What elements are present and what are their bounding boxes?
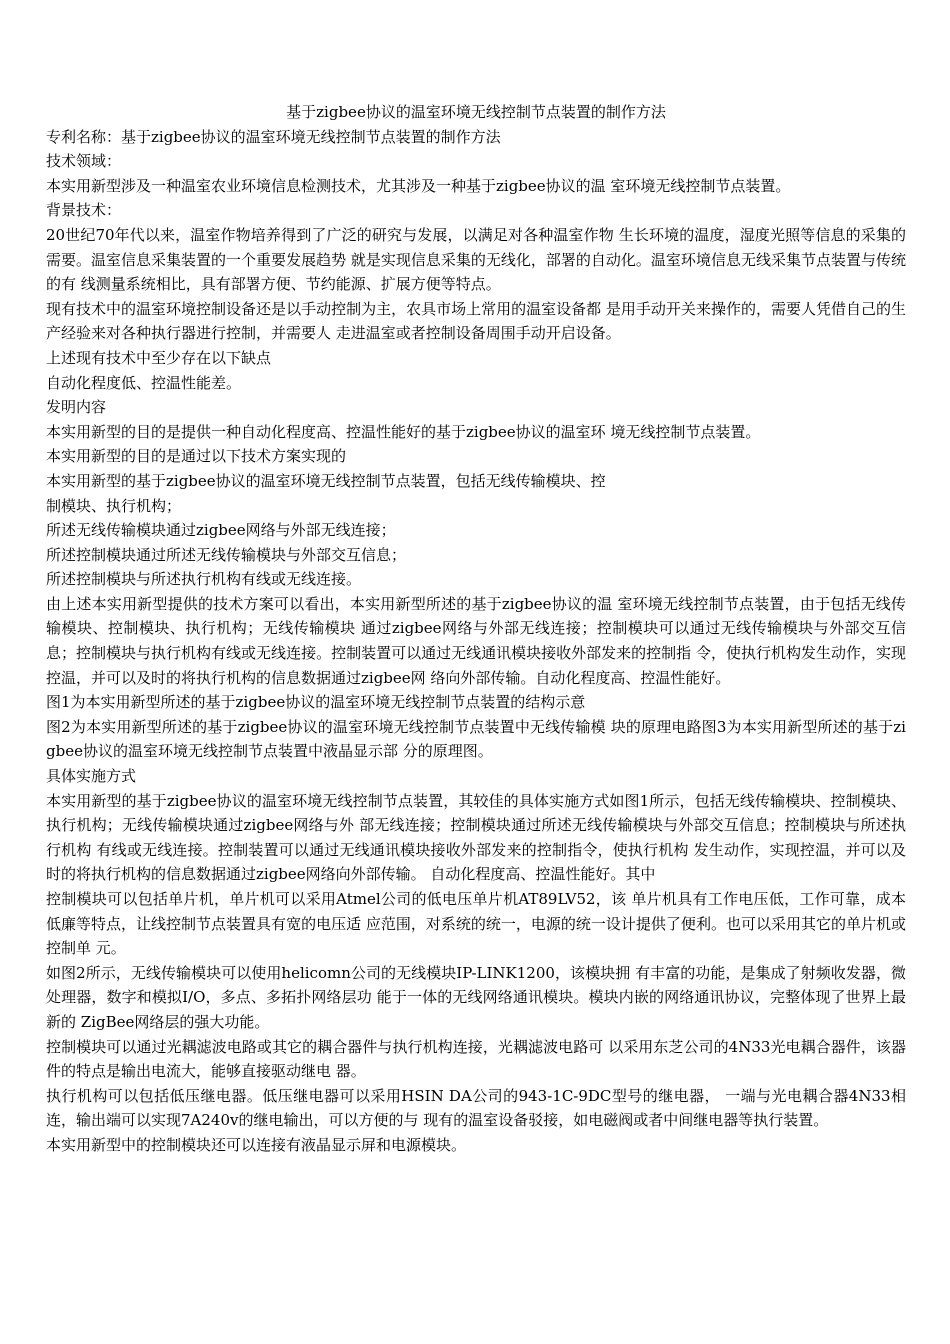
section-heading-technical-field: 技术领域： (46, 152, 122, 171)
invention-paragraph-3: 本实用新型的基于zigbee协议的温室环境无线控制节点装置，包括无线传输模块、控 (46, 471, 606, 490)
background-paragraph-4: 自动化程度低、控温性能差。 (46, 373, 242, 392)
embodiment-paragraph-2: 控制模块可以包括单片机，单片机可以采用Atmel公司的低电压单片机AT89LV52，该 单片机具有工作电压低，工作可靠，成本低廉等特点，让线控制节点装置具有宽的电压适 应范围，对系统的统一，电源的统一设计提供了便利。也可以采用其它的单片机或控制单 元。 (46, 890, 906, 958)
document-title: 基于zigbee协议的温室环境无线控制节点装置的制作方法 (286, 103, 666, 121)
embodiment-paragraph-5: 执行机构可以包括低压继电器。低压继电器可以采用HSIN DA公司的943-1C-9DC型号的继电器， 一端与光电耦合器4N33相连，输出端可以实现7A240v的继电输出，可以方便的与 现有的温室设备驳接，如电磁阀或者中间继电器等执行装置。 (46, 1086, 906, 1130)
section-heading-embodiment: 具体实施方式 (46, 767, 137, 786)
embodiment-paragraph-3: 如图2所示，无线传输模块可以使用helicomn公司的无线模块IP-LINK1200，该模块拥 有丰富的功能，是集成了射频收发器，微处理器，数字和模拟I/O，多点、多拓扑网络层功 能于一体的无线网络通讯模块。模块内嵌的网络通讯协议，完整体现了世界上最新的 ZigBee网络层的强大功能。 (46, 963, 906, 1031)
background-paragraph-3: 上述现有技术中至少存在以下缺点 (46, 348, 272, 367)
invention-paragraph-2: 本实用新型的目的是通过以下技术方案实现的 (46, 447, 347, 466)
invention-paragraph-4: 制模块、执行机构； (46, 496, 182, 515)
embodiment-paragraph-4: 控制模块可以通过光耦滤波电路或其它的耦合器件与执行机构连接，光耦滤波电路可 以采用东芝公司的4N33光电耦合器件，该器件的特点是输出电流大，能够直接驱动继电 器。 (46, 1037, 906, 1081)
figure-2-3-caption: 图2为本实用新型所述的基于zigbee协议的温室环境无线控制节点装置中无线传输模 块的原理电路图3为本实用新型所述的基于zigbee协议的温室环境无线控制节点装置中液晶显示部 分的原理图。 (46, 717, 906, 761)
technical-field-paragraph: 本实用新型涉及一种温室农业环境信息检测技术，尤其涉及一种基于zigbee协议的温 室环境无线控制节点装置。 (46, 176, 791, 195)
document-body (46, 125, 906, 1158)
document-page (46, 100, 906, 1158)
embodiment-paragraph-6: 本实用新型中的控制模块还可以连接有液晶显示屏和电源模块。 (46, 1135, 467, 1154)
embodiment-paragraph-1: 本实用新型的基于zigbee协议的温室环境无线控制节点装置，其较佳的具体实施方式如图1所示，包括无线传输模块、控制模块、执行机构；无线传输模块通过zigbee网络与外 部无线连接；控制模块通过所述无线传输模块与外部交互信息；控制模块与所述执行机构 有线或无线连接。控制装置可以通过无线通讯模块接收外部发来的控制指令，使执行机构 发生动作，实现控温，并可以及时的将执行机构的信息数据通过zigbee网络向外部传输。 自动化程度高、控温性能好。其中 (46, 791, 906, 884)
figure-1-caption: 图1为本实用新型所述的基于zigbee协议的温室环境无线控制节点装置的结构示意 (46, 693, 586, 712)
invention-paragraph-8: 由上述本实用新型提供的技术方案可以看出，本实用新型所述的基于zigbee协议的温 室环境无线控制节点装置，由于包括无线传输模块、控制模块、执行机构；无线传输模块 通过zigbee网络与外部无线连接；控制模块可以通过无线传输模块与外部交互信息；控制模块与执行机构有线或无线连接。控制装置可以通过无线通讯模块接收外部发来的控制指 令，使执行机构发生动作，实现控温，并可以及时的将执行机构的信息数据通过zigbee网 络向外部传输。自动化程度高、控温性能好。 (46, 594, 906, 687)
section-heading-invention: 发明内容 (46, 398, 107, 417)
background-paragraph-1: 20世纪70年代以来，温室作物培养得到了广泛的研究与发展，以满足对各种温室作物 生长环境的温度，湿度光照等信息的采集的需要。温室信息采集装置的一个重要发展趋势 就是实现信息采集的无线化，部署的自动化。温室环境信息无线采集节点装置与传统的有 线测量系统相比，具有部署方便、节约能源、扩展方便等特点。 (46, 225, 906, 294)
invention-paragraph-7: 所述控制模块与所述执行机构有线或无线连接。 (46, 570, 362, 589)
invention-paragraph-5: 所述无线传输模块通过zigbee网络与外部无线连接； (46, 521, 396, 540)
invention-paragraph-6: 所述控制模块通过所述无线传输模块与外部交互信息； (46, 545, 407, 564)
section-heading-background: 背景技术： (46, 201, 122, 220)
background-paragraph-2: 现有技术中的温室环境控制设备还是以手动控制为主，农具市场上常用的温室设备都 是用手动开关来操作的，需要人凭借自己的生产经验来对各种执行器进行控制，并需要人 走进温室或者控制设备周围手动开启设备。 (46, 299, 906, 343)
invention-paragraph-1: 本实用新型的目的是提供一种自动化程度高、控温性能好的基于zigbee协议的温室环 境无线控制节点装置。 (46, 422, 761, 441)
patent-name-line: 专利名称：基于zigbee协议的温室环境无线控制节点装置的制作方法 (46, 127, 501, 146)
